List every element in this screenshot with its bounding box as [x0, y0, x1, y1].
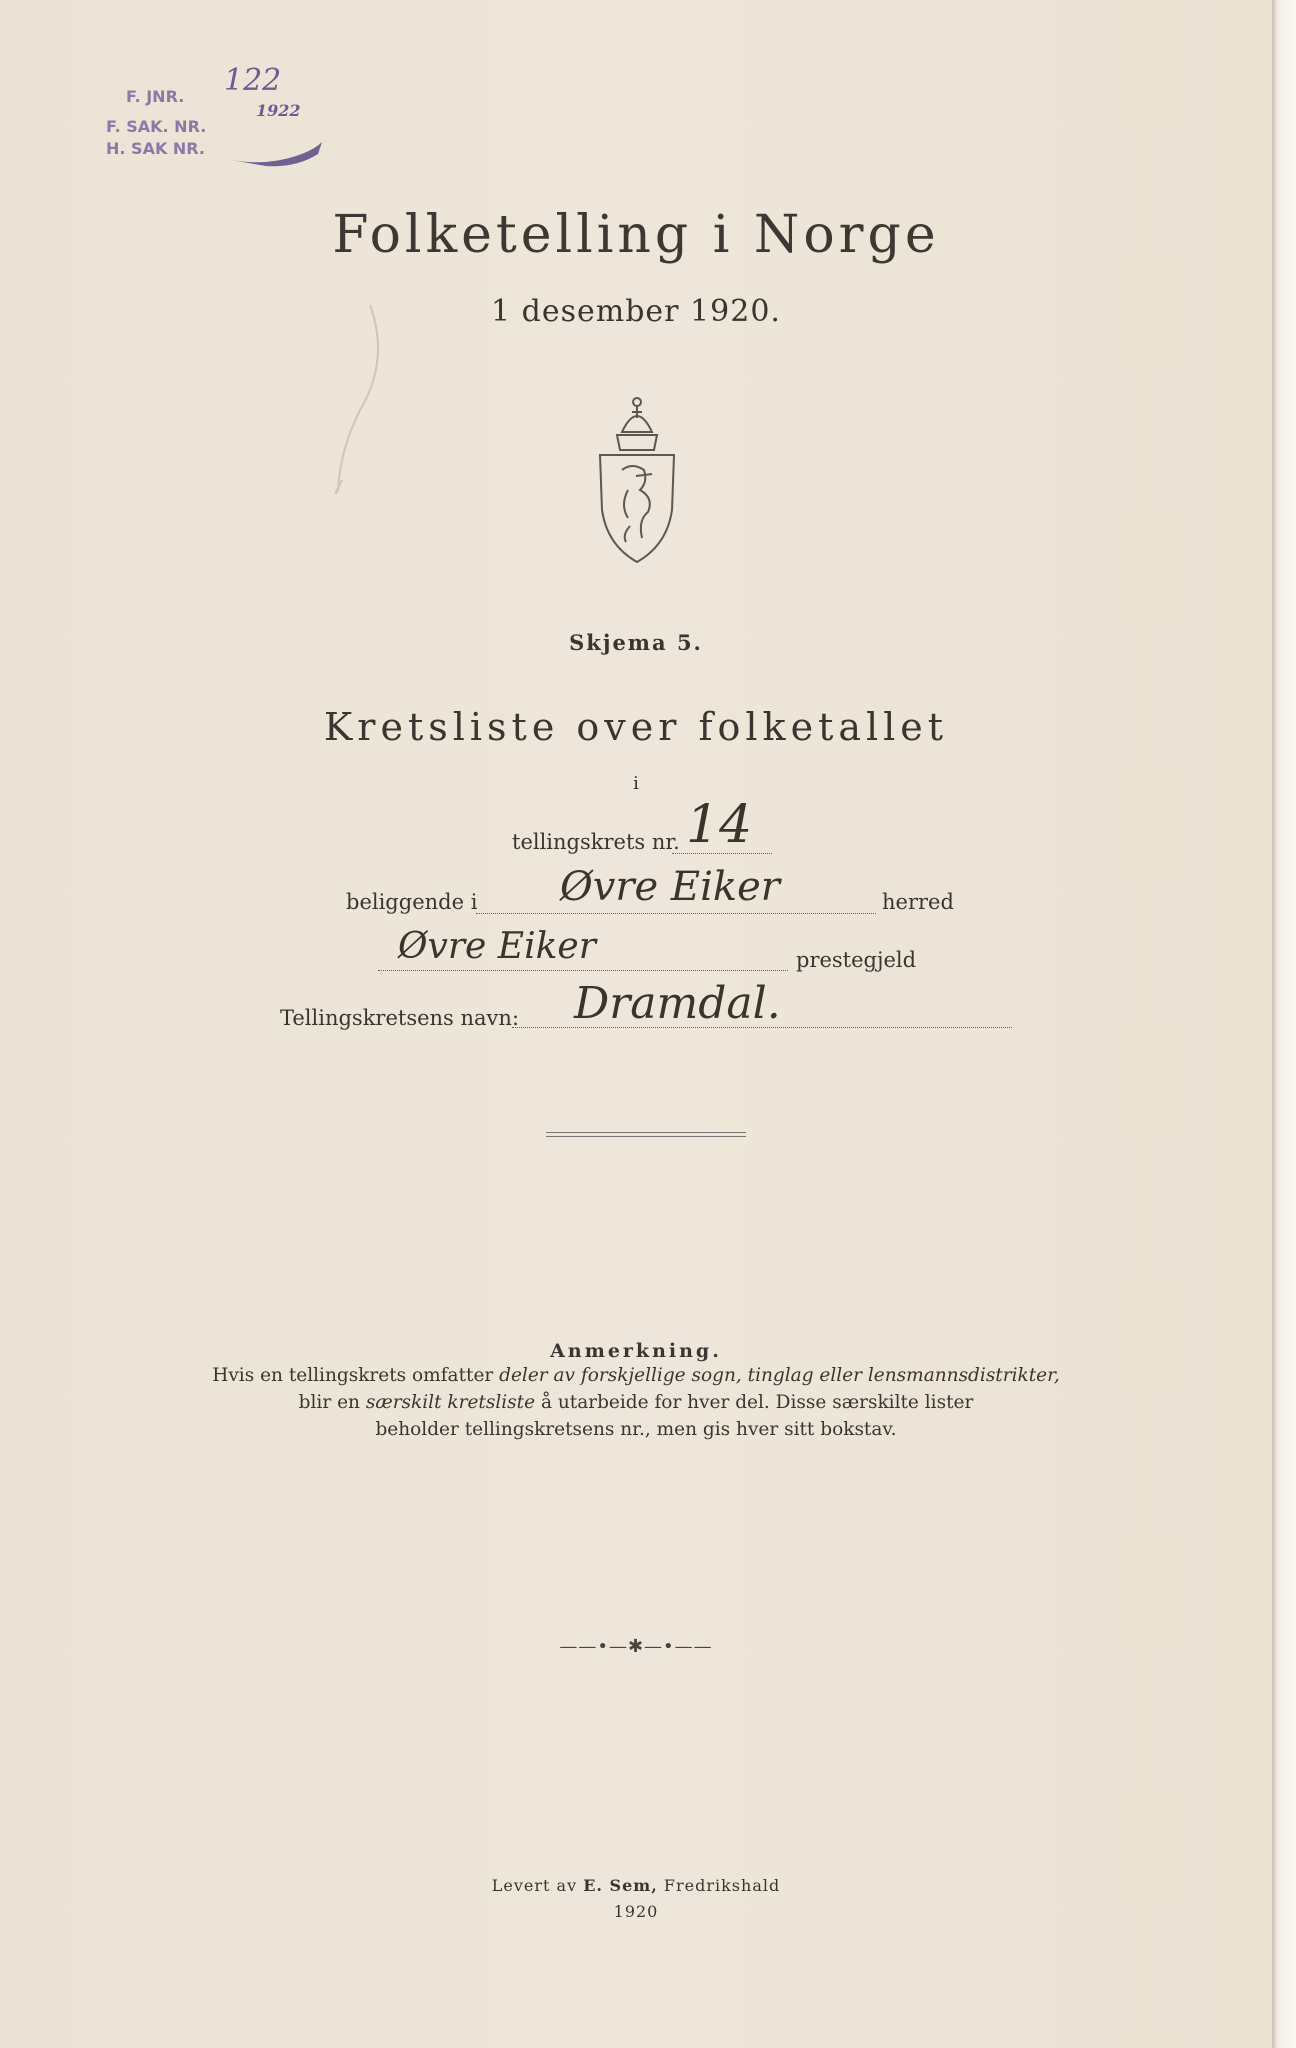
printer-year: 1920: [613, 1902, 659, 1921]
stamp-line-1: F. JNR.: [126, 87, 185, 106]
note-heading: Anmerkning.: [550, 1340, 722, 1362]
navn-label: Tellingskretsens navn:: [280, 1006, 520, 1030]
note-line-2-plain-b: å utarbeide for hver del. Disse særskilte lister: [535, 1392, 974, 1413]
note-line-2-italic: særskilt kretsliste: [365, 1392, 536, 1413]
note-line-1-italic: deler av forskjellige sogn, tinglag eller lensmannsdistrikter,: [499, 1365, 1060, 1386]
navn-value: Dramdal.: [574, 978, 781, 1029]
printer-prefix: Levert av: [491, 1876, 584, 1895]
printer-credit: [0, 1873, 1272, 1925]
beliggende-dotted-line: [476, 913, 876, 914]
krets-label: tellingskrets nr.: [512, 830, 680, 854]
beliggende-label: beliggende i: [346, 890, 478, 914]
herred-label: herred: [882, 890, 954, 914]
divider-rule-1: [546, 1132, 746, 1133]
schema-label: Skjema 5.: [569, 630, 703, 655]
stamp-line-3: H. SAK NR.: [106, 139, 205, 158]
stamp-hand-number: 122: [224, 63, 282, 98]
divider-rule-2: [546, 1136, 746, 1137]
printer-line: [0, 1873, 1272, 1899]
pencil-mark: [320, 300, 380, 500]
stamp-hand-year: 1922: [256, 101, 301, 120]
beliggende-value: Øvre Eiker: [560, 864, 780, 910]
prestegjeld-dotted-line: [378, 970, 788, 971]
note-line-1: [0, 1362, 1272, 1389]
connector-text: i: [633, 773, 639, 794]
printer-name: E. Sem,: [583, 1876, 658, 1895]
census-date: 1 desember 1920.: [491, 294, 781, 329]
prestegjeld-label: prestegjeld: [796, 948, 917, 972]
printer-suffix: Fredrikshald: [657, 1876, 781, 1895]
note-line-1-plain: Hvis en tellingskrets omfatter: [212, 1365, 500, 1386]
stamp-line-2: F. SAK. NR.: [106, 117, 207, 136]
stamp-ink-stroke: [226, 138, 326, 168]
krets-value: 14: [686, 795, 753, 855]
note-line-3: beholder tellingskretsens nr., men gis hver sitt bokstav.: [375, 1419, 897, 1440]
page-edge: [1272, 0, 1296, 2048]
ornament-divider: ——•—✱—•——: [559, 1636, 713, 1657]
coat-of-arms-icon: [592, 390, 682, 565]
archive-stamp: [106, 63, 301, 158]
page-title: Folketelling i Norge: [332, 205, 940, 265]
prestegjeld-value: Øvre Eiker: [398, 926, 596, 967]
note-line-2-plain-a: blir en: [298, 1392, 366, 1413]
form-heading: Kretsliste over folketallet: [323, 705, 949, 749]
note-line-2: [0, 1389, 1272, 1416]
